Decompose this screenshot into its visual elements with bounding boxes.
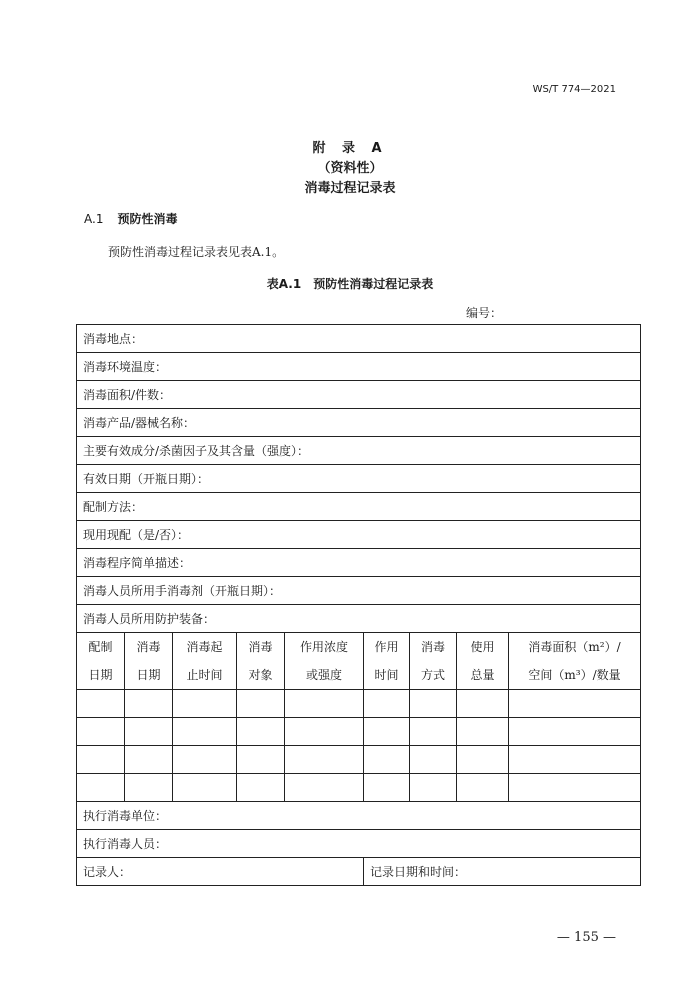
footer-row-recorder	[77, 858, 641, 886]
blank-entry-cell[interactable]	[364, 690, 410, 718]
blank-entry-cell[interactable]	[410, 718, 457, 746]
blank-entry-cell[interactable]	[173, 774, 237, 802]
form-field[interactable]: 消毒人员所用防护装备：	[77, 605, 641, 633]
blank-entry-cell[interactable]	[77, 746, 125, 774]
page-number: — 155 —	[556, 930, 616, 945]
blank-entry-cell[interactable]	[77, 718, 125, 746]
footer-row-staff	[77, 830, 641, 858]
form-field[interactable]: 消毒人员所用手消毒剂（开瓶日期）：	[77, 577, 641, 605]
blank-entry-cell[interactable]	[77, 690, 125, 718]
form-field-row	[77, 549, 641, 577]
form-field-row	[77, 521, 641, 549]
form-field-row	[77, 353, 641, 381]
blank-entry-cell[interactable]	[125, 746, 173, 774]
form-field[interactable]: 消毒面积/件数：	[77, 381, 641, 409]
column-header: 作用浓度 或强度	[285, 633, 364, 690]
blank-entry-cell[interactable]	[125, 718, 173, 746]
blank-entry-row	[77, 746, 641, 774]
form-field[interactable]: 主要有效成分/杀菌因子及其含量（强度）：	[77, 437, 641, 465]
form-field[interactable]: 消毒产品/器械名称：	[77, 409, 641, 437]
blank-entry-cell[interactable]	[285, 718, 364, 746]
column-header-row	[77, 633, 641, 690]
form-field-row	[77, 493, 641, 521]
blank-entry-cell[interactable]	[410, 746, 457, 774]
execution-unit-field[interactable]: 执行消毒单位：	[77, 802, 641, 830]
table-caption-number: 表A.1	[266, 277, 302, 291]
table-caption-title: 预防性消毒过程记录表	[313, 277, 434, 291]
execution-staff-field[interactable]: 执行消毒人员：	[77, 830, 641, 858]
blank-entry-cell[interactable]	[237, 718, 285, 746]
blank-entry-cell[interactable]	[364, 718, 410, 746]
column-header: 消毒起 止时间	[173, 633, 237, 690]
blank-entry-cell[interactable]	[410, 774, 457, 802]
form-field[interactable]: 有效日期（开瓶日期）：	[77, 465, 641, 493]
body-paragraph: 预防性消毒过程记录表见表A.1。	[108, 245, 285, 259]
form-field[interactable]: 消毒程序简单描述：	[77, 549, 641, 577]
blank-entry-cell[interactable]	[457, 774, 509, 802]
blank-entry-cell[interactable]	[509, 746, 641, 774]
form-field-row	[77, 381, 641, 409]
footer-row-unit	[77, 802, 641, 830]
table-caption	[0, 275, 700, 292]
column-header: 消毒 方式	[410, 633, 457, 690]
section-title: 预防性消毒	[117, 212, 178, 226]
blank-entry-cell[interactable]	[173, 718, 237, 746]
form-field-row	[77, 605, 641, 633]
form-field-row	[77, 325, 641, 353]
blank-entry-cell[interactable]	[173, 746, 237, 774]
blank-entry-cell[interactable]	[285, 746, 364, 774]
blank-entry-cell[interactable]	[285, 690, 364, 718]
blank-entry-cell[interactable]	[237, 774, 285, 802]
section-number: A.1	[84, 212, 104, 226]
form-field-row	[77, 465, 641, 493]
recorder-field[interactable]: 记录人：	[77, 858, 364, 886]
blank-entry-cell[interactable]	[457, 690, 509, 718]
blank-entry-cell[interactable]	[125, 690, 173, 718]
form-field-row	[77, 409, 641, 437]
column-header: 消毒 对象	[237, 633, 285, 690]
blank-entry-cell[interactable]	[457, 746, 509, 774]
appendix-type: （资料性）	[317, 161, 383, 176]
blank-entry-cell[interactable]	[237, 690, 285, 718]
blank-entry-row	[77, 718, 641, 746]
form-field[interactable]: 现用现配（是/否）：	[77, 521, 641, 549]
blank-entry-cell[interactable]	[125, 774, 173, 802]
blank-entry-cell[interactable]	[77, 774, 125, 802]
form-field[interactable]: 消毒地点：	[77, 325, 641, 353]
blank-entry-cell[interactable]	[457, 718, 509, 746]
column-header: 配制 日期	[77, 633, 125, 690]
blank-entry-row	[77, 774, 641, 802]
form-field[interactable]: 消毒环境温度：	[77, 353, 641, 381]
column-header: 作用 时间	[364, 633, 410, 690]
column-header: 消毒面积（m²）/ 空间（m³）/数量	[509, 633, 641, 690]
blank-entry-row	[77, 690, 641, 718]
record-datetime-field[interactable]: 记录日期和时间：	[364, 858, 641, 886]
column-header: 消毒 日期	[125, 633, 173, 690]
section-heading	[84, 210, 177, 227]
appendix-title: 附 录 A	[312, 141, 388, 156]
column-header: 使用 总量	[457, 633, 509, 690]
blank-entry-cell[interactable]	[285, 774, 364, 802]
blank-entry-cell[interactable]	[364, 746, 410, 774]
form-field-row	[77, 577, 641, 605]
blank-entry-cell[interactable]	[509, 718, 641, 746]
form-field[interactable]: 配制方法：	[77, 493, 641, 521]
form-field-row	[77, 437, 641, 465]
appendix-name: 消毒过程记录表	[304, 181, 396, 196]
standard-code: WS/T 774—2021	[532, 84, 616, 95]
blank-entry-cell[interactable]	[173, 690, 237, 718]
disinfection-record-table	[76, 324, 641, 886]
blank-entry-cell[interactable]	[237, 746, 285, 774]
blank-entry-cell[interactable]	[509, 774, 641, 802]
blank-entry-cell[interactable]	[509, 690, 641, 718]
serial-number-label: 编号：	[466, 306, 503, 320]
blank-entry-cell[interactable]	[364, 774, 410, 802]
blank-entry-cell[interactable]	[410, 690, 457, 718]
